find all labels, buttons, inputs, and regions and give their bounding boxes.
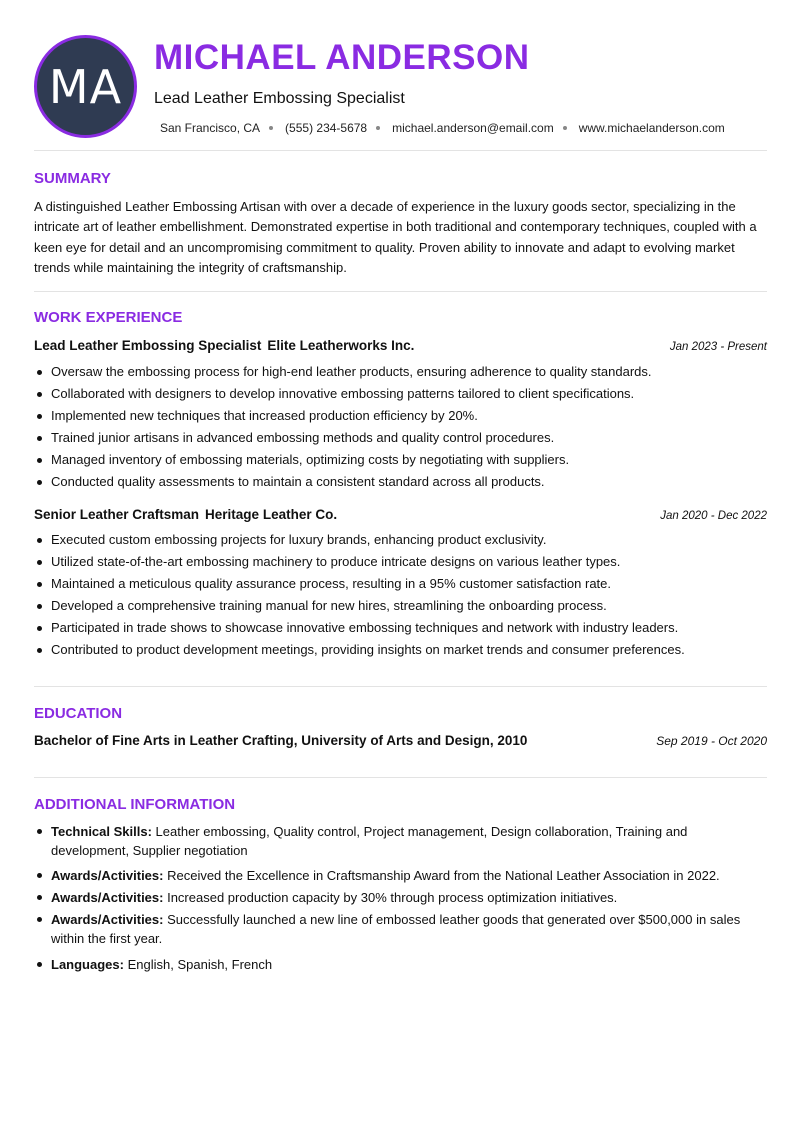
job-position: Senior Leather Craftsman — [34, 507, 200, 522]
item-label: Awards/Activities: — [51, 912, 164, 927]
divider — [34, 291, 767, 292]
list-item: Developed a comprehensive training manual for new hires, streamlining the onboarding process. — [34, 598, 767, 620]
item-label: Awards/Activities: — [51, 890, 164, 905]
contact-phone: (555) 234-5678 — [285, 121, 368, 135]
divider — [34, 150, 767, 151]
job-dates: Jan 2023 - Present — [669, 341, 767, 353]
job-header — [34, 507, 767, 522]
separator-dot — [563, 126, 567, 130]
job-dates: Jan 2020 - Dec 2022 — [660, 510, 767, 522]
item-label: Technical Skills: — [51, 824, 152, 839]
item-text: Received the Excellence in Craftsmanship Award from the National Leather Association in 2022. — [167, 868, 720, 883]
job-title-line — [34, 507, 337, 522]
divider — [34, 686, 767, 687]
list-item: Oversaw the embossing process for high-end leather products, ensuring adherence to quality standards. — [34, 364, 767, 386]
avatar — [34, 35, 137, 138]
job-bullets — [34, 364, 767, 496]
candidate-role: Lead Leather Embossing Specialist — [154, 90, 405, 107]
job-position: Lead Leather Embossing Specialist — [34, 338, 262, 353]
additional-heading: ADDITIONAL INFORMATION — [34, 796, 236, 813]
job-company: Elite Leatherworks Inc. — [267, 338, 415, 353]
list-item — [34, 888, 767, 907]
list-item: Utilized state-of-the-art embossing machinery to produce intricate designs on various leather types. — [34, 554, 767, 576]
item-text: Increased production capacity by 30% through process optimization initiatives. — [167, 890, 618, 905]
item-label: Awards/Activities: — [51, 868, 164, 883]
list-item — [34, 955, 767, 974]
job-bullets — [34, 532, 767, 664]
list-item: Implemented new techniques that increased production efficiency by 20%. — [34, 408, 767, 430]
item-text: Successfully launched a new line of embossed leather goods that generated over $500,000 in sales within the first year. — [51, 912, 741, 946]
job-title-line — [34, 338, 414, 353]
contact-location: San Francisco, CA — [160, 121, 261, 135]
item-label: Languages: — [51, 957, 124, 972]
list-item: Managed inventory of embossing materials, optimizing costs by negotiating with suppliers. — [34, 452, 767, 474]
list-item: Participated in trade shows to showcase innovative embossing techniques and network with industry leaders. — [34, 620, 767, 642]
job-company: Heritage Leather Co. — [205, 507, 338, 522]
candidate-name: MICHAEL ANDERSON — [154, 38, 530, 77]
list-item: Contributed to product development meetings, providing insights on market trends and consumer preferences. — [34, 642, 767, 664]
list-item — [34, 866, 767, 885]
education-dates: Sep 2019 - Oct 2020 — [656, 734, 767, 748]
summary-heading: SUMMARY — [34, 170, 111, 187]
list-item — [34, 910, 767, 948]
education-heading: EDUCATION — [34, 705, 123, 722]
item-text: Leather embossing, Quality control, Project management, Design collaboration, Training and development, Supplier negotiation — [51, 824, 688, 858]
contact-email[interactable]: michael.anderson@email.com — [392, 121, 554, 135]
contact-bar — [160, 121, 725, 135]
separator-dot — [376, 126, 380, 130]
avatar-initials: MA — [48, 59, 123, 114]
list-item: Executed custom embossing projects for luxury brands, enhancing product exclusivity. — [34, 532, 767, 554]
divider — [34, 777, 767, 778]
list-item: Trained junior artisans in advanced embossing methods and quality control procedures. — [34, 430, 767, 452]
list-item: Maintained a meticulous quality assurance process, resulting in a 95% customer satisfaction rate. — [34, 576, 767, 598]
experience-heading: WORK EXPERIENCE — [34, 309, 183, 326]
separator-dot — [269, 126, 273, 130]
education-degree: Bachelor of Fine Arts in Leather Crafting, University of Arts and Design, 2010 — [34, 733, 528, 748]
summary-text: A distinguished Leather Embossing Artisan with over a decade of experience in the luxury goods sector, specializing in the intricate art of leather embellishment. Demonstrated expertise in both traditional and contemporary techniques, coupled with a keen eye for detail and an uncompromising commitment to quality. Proven ability to innovate and adapt to evolving market trends while maintaining the integrity of craftsmanship. — [34, 199, 757, 275]
education-entry — [34, 733, 767, 748]
list-item: Conducted quality assessments to maintain a consistent standard across all products. — [34, 474, 767, 496]
list-item — [34, 822, 767, 860]
contact-website[interactable]: www.michaelanderson.com — [578, 121, 725, 135]
item-text: English, Spanish, French — [127, 957, 273, 972]
list-item: Collaborated with designers to develop innovative embossing patterns tailored to client specifications. — [34, 386, 767, 408]
job-header — [34, 338, 767, 353]
